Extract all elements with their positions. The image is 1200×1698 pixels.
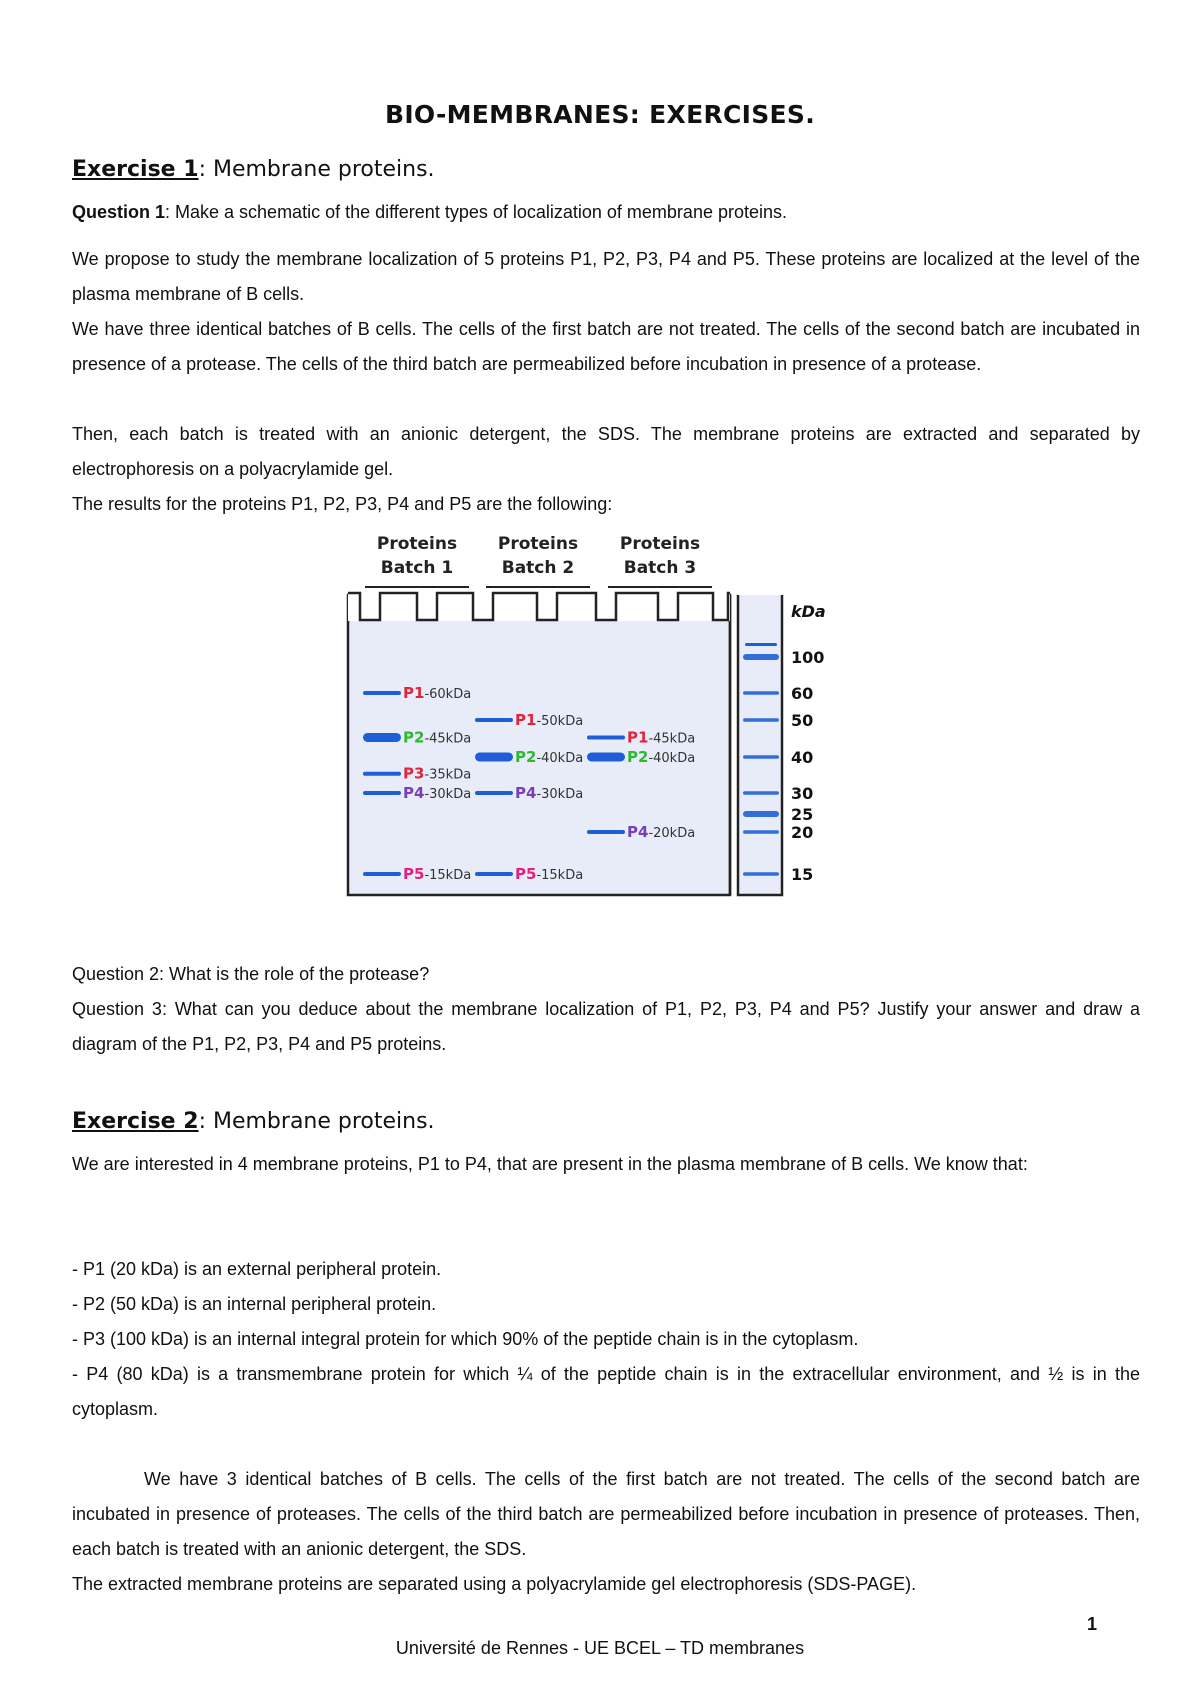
ladder-band-30 [743, 791, 779, 795]
band-label-lane3-P1 [627, 728, 695, 746]
ladder-band-25 [743, 811, 779, 817]
ladder-band-20 [743, 830, 779, 834]
band-label-lane1-P4 [403, 784, 471, 802]
band-size: -40kDa [536, 751, 584, 766]
ladder-label-60: 60 [791, 684, 814, 703]
well-area [348, 593, 730, 621]
band-protein-name: P1 [627, 728, 649, 747]
band-protein-name: P1 [403, 684, 425, 702]
band-protein-name: P2 [403, 728, 425, 747]
sds-page-gel-figure [345, 535, 845, 905]
band-lane1-P2 [363, 733, 401, 742]
exercise-2-heading [72, 1109, 435, 1134]
ladder-label-20: 20 [791, 823, 814, 842]
band-lane3-P1 [587, 735, 625, 739]
band-protein-name: P2 [627, 748, 649, 766]
batch-label-line1: Proteins [497, 535, 579, 554]
ladder-label-25: 25 [791, 805, 814, 824]
exercise-1-paragraph-2: We have three identical batches of B cells. The cells of the first batch are not treated. The cells of the second batch are incubated in presence of a protease. The cells of the third batch are permeabilized before incubation in presence of a protease. [72, 319, 1140, 374]
band-lane2-P2 [475, 753, 513, 762]
ladder-label-15: 15 [791, 865, 814, 884]
exercise-2-intro: We are interested in 4 membrane proteins, P1 to P4, that are present in the plasma membrane of B cells. We know that: [72, 1154, 1028, 1174]
exercise-1-paragraph-4: The results for the proteins P1, P2, P3, P4 and P5 are the following: [72, 494, 613, 514]
band-protein-name: P5 [403, 865, 425, 883]
band-lane2-P5 [475, 872, 513, 876]
band-protein-name: P5 [515, 865, 537, 883]
band-size: -30kDa [536, 787, 584, 802]
band-label-lane2-P5 [515, 865, 583, 883]
band-lane3-P4 [587, 830, 625, 834]
list-item: - P1 (20 kDa) is an external peripheral protein. [72, 1259, 442, 1279]
band-size: -15kDa [424, 868, 472, 883]
batch-label-line1: Proteins [376, 535, 458, 554]
band-size: -15kDa [536, 868, 584, 883]
ladder-band-60 [743, 691, 779, 695]
page-footer: Université de Rennes - UE BCEL – TD membranes [395, 1638, 805, 1658]
exercise-1-question-2: Question 2: What is the role of the protease? [72, 964, 430, 984]
ladder-label-100: 100 [791, 648, 825, 667]
band-label-lane1-P1 [403, 684, 471, 702]
ladder-band-40 [743, 755, 779, 759]
question-1-label: Question 1 [72, 202, 166, 222]
exercise-1-label: Exercise 1 [72, 157, 199, 182]
list-item: - P3 (100 kDa) is an internal integral protein for which 90% of the peptide chain is in the cytoplasm. [72, 1329, 859, 1349]
ladder-band-50 [743, 718, 779, 722]
band-label-lane3-P4 [627, 823, 695, 841]
batch-label-line2: Batch 2 [501, 558, 575, 578]
band-lane1-P4 [363, 791, 401, 795]
exercise-2-paragraph-1: We have 3 identical batches of B cells. The cells of the first batch are not treated. The cells of the second batch are incubated in presence of proteases. The cells of the third batch are permeabilized before incubation in presence of proteases. Then, each batch is treated with an anionic detergent, the SDS. [72, 1469, 1140, 1559]
band-protein-name: P4 [403, 784, 425, 802]
ladder-band-15 [743, 872, 779, 876]
exercise-1-question-1 [72, 195, 1140, 230]
page-number: 1 [1087, 1614, 1098, 1634]
band-lane1-P1 [363, 691, 401, 695]
exercise-2-colon: : [198, 1109, 206, 1134]
band-label-lane1-P2 [403, 728, 471, 746]
batch-2-header [486, 535, 590, 587]
band-lane2-P4 [475, 791, 513, 795]
list-item: - P4 (80 kDa) is a transmembrane protein for which ¼ of the peptide chain is in the extracellular environment, and ½ is in the cytoplasm. [72, 1364, 1140, 1419]
band-label-lane1-P3 [403, 765, 471, 783]
list-item: - P2 (50 kDa) is an internal peripheral protein. [72, 1294, 437, 1314]
exercise-1-question-3: Question 3: What can you deduce about the membrane localization of P1, P2, P3, P4 and P5? Justify your answer and draw a diagram of the P1, P2, P3, P4 and P5 proteins. [72, 999, 1140, 1054]
band-label-lane1-P5 [403, 865, 471, 883]
band-size: -60kDa [424, 687, 472, 702]
exercise-1-paragraph-3: Then, each batch is treated with an anionic detergent, the SDS. The membrane proteins are extracted and separated by electrophoresis on a polyacrylamide gel. [72, 424, 1140, 479]
batch-label-line2: Batch 1 [380, 558, 454, 578]
ladder-label-40: 40 [791, 748, 814, 767]
batch-label-line1: Proteins [619, 535, 701, 554]
exercise-2-label: Exercise 2 [72, 1109, 199, 1134]
band-lane3-P2 [587, 753, 625, 762]
band-size: -20kDa [648, 826, 696, 841]
exercise-1-heading [72, 157, 435, 182]
batch-3-header [608, 535, 712, 587]
exercise-1-colon: : [198, 157, 206, 182]
band-size: -50kDa [536, 714, 584, 729]
band-protein-name: P3 [403, 764, 425, 783]
band-label-lane2-P4 [515, 784, 583, 802]
exercise-2-paragraph-2: The extracted membrane proteins are separated using a polyacrylamide gel electrophoresis (SDS-PAGE). [72, 1574, 917, 1594]
band-protein-name: P4 [627, 823, 649, 841]
band-protein-name: P1 [515, 711, 537, 729]
band-protein-name: P4 [515, 784, 537, 802]
ladder-lane [738, 595, 782, 895]
band-protein-name: P2 [515, 748, 537, 766]
batch-1-header [365, 535, 469, 587]
batch-label-line2: Batch 3 [623, 558, 697, 578]
band-size: -45kDa [424, 731, 472, 747]
ladder-band-100 [743, 654, 779, 660]
ladder-label-30: 30 [791, 784, 814, 803]
exercise-1-paragraph-1: We propose to study the membrane localization of 5 proteins P1, P2, P3, P4 and P5. These proteins are localized at the level of the plasma membrane of B cells. [72, 249, 1140, 304]
band-lane1-P5 [363, 872, 401, 876]
band-label-lane2-P1 [515, 711, 583, 729]
band-size: -35kDa [424, 767, 472, 783]
exercise-2-subtitle: Membrane proteins. [212, 1109, 435, 1134]
question-1-text: : Make a schematic of the different types of localization of membrane proteins. [165, 202, 787, 222]
page-title: BIO-MEMBRANES: EXERCISES. [384, 100, 816, 129]
ladder-label-50: 50 [791, 711, 814, 730]
band-size: -30kDa [424, 787, 472, 802]
band-size: -45kDa [648, 731, 696, 747]
band-size: -40kDa [648, 751, 696, 766]
band-lane1-P3 [363, 772, 401, 776]
kda-unit-label: kDa [791, 602, 826, 621]
band-label-lane3-P2 [627, 748, 695, 766]
exercise-1-subtitle: Membrane proteins. [212, 157, 435, 182]
exercise-2-protein-list [72, 1252, 1140, 1427]
band-lane2-P1 [475, 718, 513, 722]
ladder-band-top [745, 643, 777, 646]
band-label-lane2-P2 [515, 748, 583, 766]
